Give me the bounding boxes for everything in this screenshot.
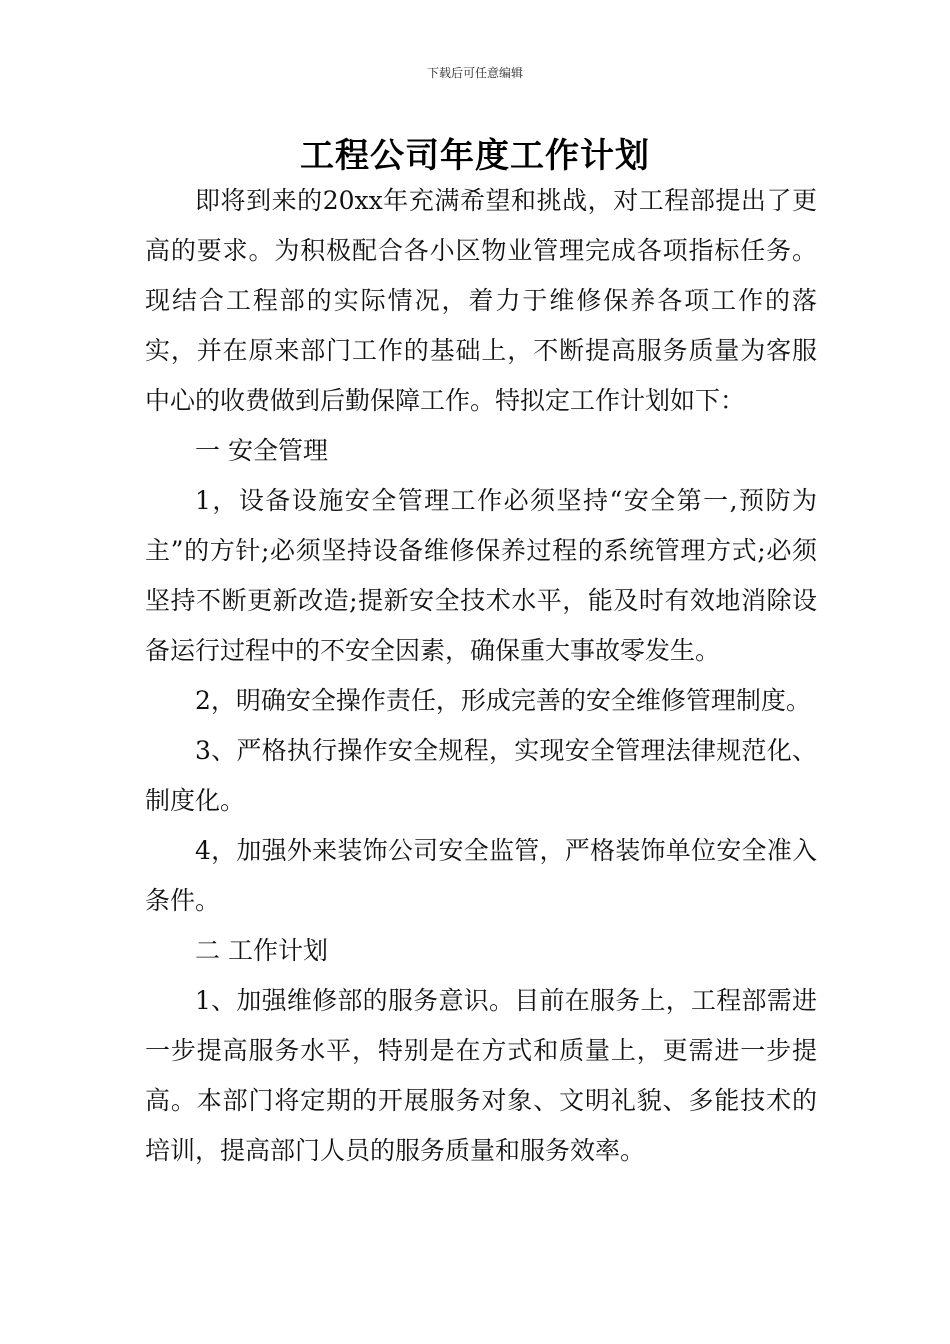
document-body: [145, 176, 817, 1176]
header-note: 下载后可任意编辑: [426, 66, 523, 80]
work-plan-item-1: 1、加强维修部的服务意识。目前在服务上，工程部需进一步提高服务水平，特别是在方式和质量上，更需进一步提高。本部门将定期的开展服务对象、文明礼貌、多能技术的培训，提高部门人员的服务质量和服务效率。: [145, 986, 817, 1165]
section-heading-work-plan: 二 工作计划: [195, 936, 328, 965]
document-title: 工程公司年度工作计划: [300, 136, 650, 176]
safety-item-1: 1，设备设施安全管理工作必须坚持“安全第一,预防为主”的方针;必须坚持设备维修保养过程的系统管理方式;必须坚持不断更新改造;提新安全技术水平，能及时有效地消除设备运行过程中的不安全因素，确保重大事故零发生。: [145, 486, 817, 665]
intro-paragraph: 即将到来的20xx年充满希望和挑战，对工程部提出了更高的要求。为积极配合各小区物业管理完成各项指标任务。现结合工程部的实际情况，着力于维修保养各项工作的落实，并在原来部门工作的基础上，不断提高服务质量为客服中心的收费做到后勤保障工作。特拟定工作计划如下：: [145, 186, 817, 415]
safety-item-3: 3、严格执行操作安全规程，实现安全管理法律规范化、制度化。: [145, 736, 817, 815]
safety-item-4: 4，加强外来装饰公司安全监管，严格装饰单位安全准入条件。: [145, 836, 817, 915]
section-heading-safety: 一 安全管理: [195, 436, 328, 465]
safety-item-2: 2，明确安全操作责任，形成完善的安全维修管理制度。: [195, 686, 811, 715]
